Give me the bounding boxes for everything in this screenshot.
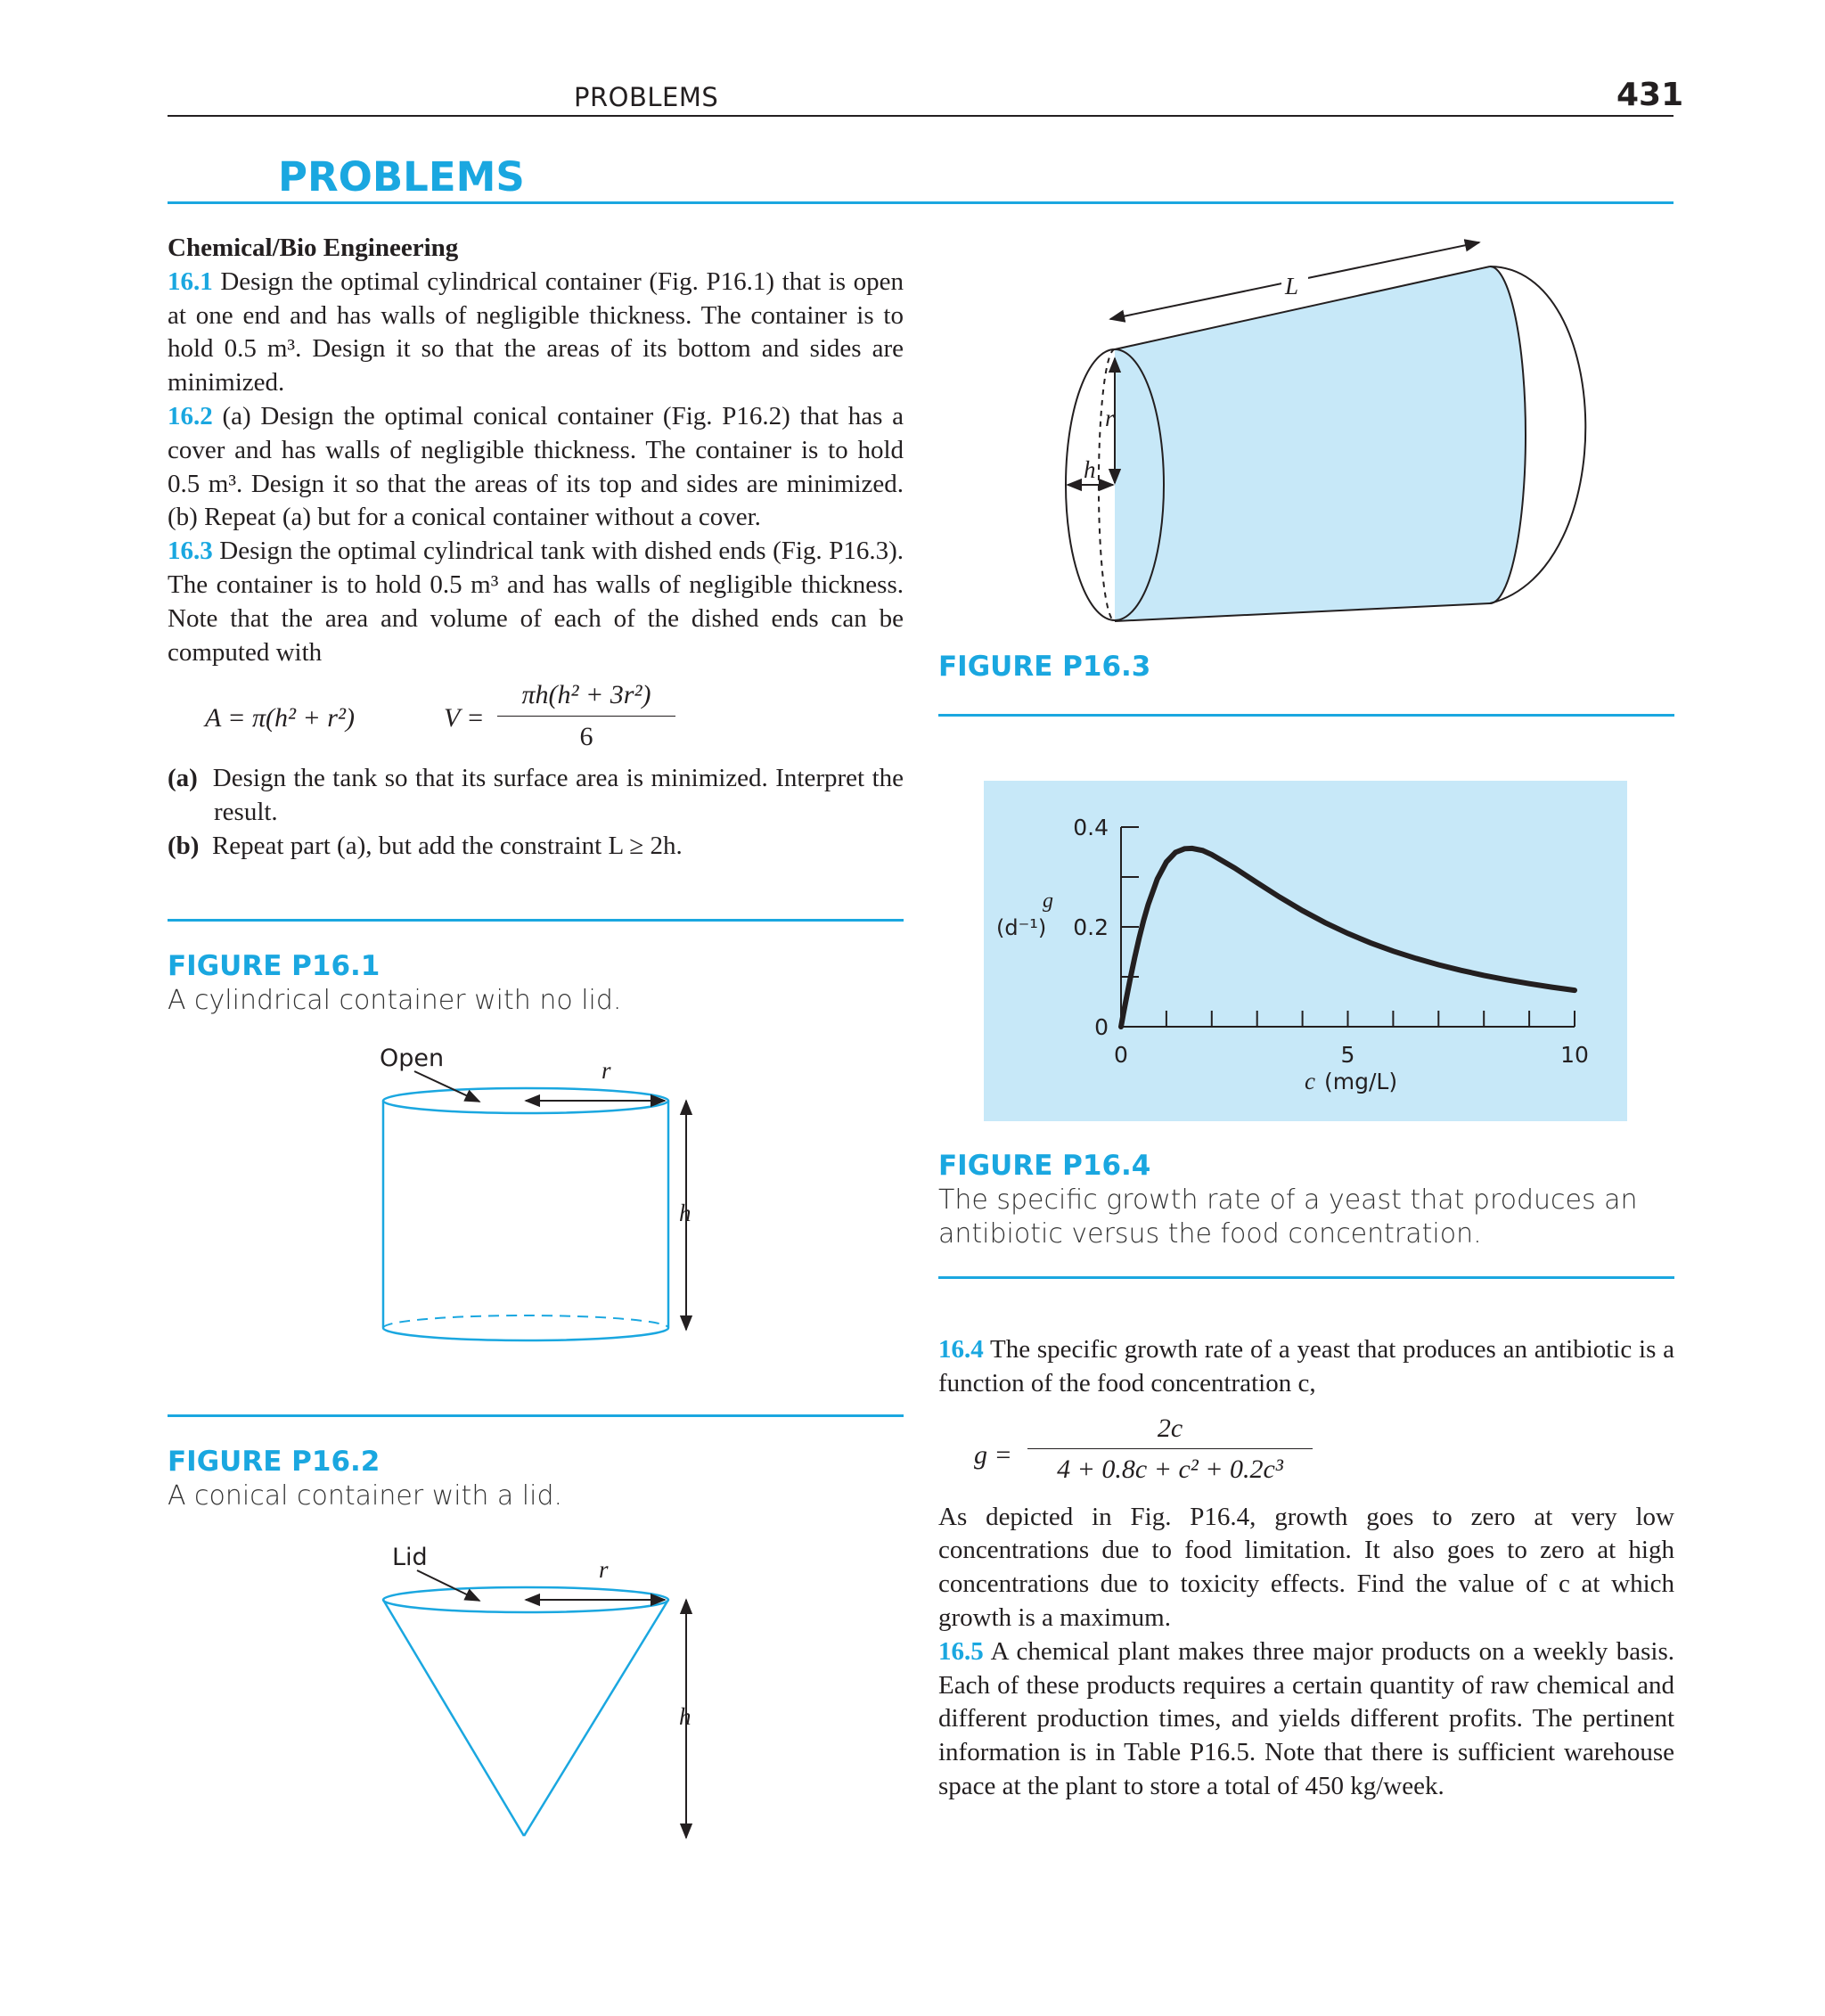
- lid-label: Lid: [392, 1544, 428, 1571]
- dished-end-equations: [168, 675, 904, 757]
- problem-text: Design the optimal cylindrical container (Fig. P16.1) that is open at one end and has walls of negligible thickness. The container is to hold 0.5 m³. Design it so that the areas of its bottom and sides are minimized.: [168, 266, 904, 397]
- open-label: Open: [380, 1045, 445, 1072]
- problem-text: Design the optimal cylindrical tank with dished ends (Fig. P16.3). The container is to hold 0.5 m³ and has walls of negligible thickness. Note that the area and volume of each of the dished ends can be computed with: [168, 537, 904, 667]
- problem-number: 16.5: [938, 1636, 984, 1666]
- problem-16-3: [168, 535, 904, 669]
- figure-caption: A conical container with a lid.: [168, 1480, 563, 1512]
- x-axis-unit: (mg/L): [1324, 1069, 1398, 1094]
- part-b: [168, 830, 904, 864]
- cylinder-bottom-back: [383, 1315, 668, 1328]
- x-axis-variable: c: [1305, 1068, 1315, 1094]
- figure-label: FIGURE P16.4: [938, 1150, 1151, 1182]
- problem-text: (a) Design the optimal conical container (Fig. P16.2) that has a cover and has walls of negligible thickness. The container is to hold 0.5 m³. Design it so that the areas of its top and sides are minimized. (b) Repeat (a) but for a conical container without a cover.: [168, 401, 904, 532]
- problem-number: 16.2: [168, 401, 213, 430]
- y-tick-label: 0.4: [1073, 815, 1109, 840]
- figure-caption: The specific growth rate of a yeast that produces an antibiotic versus the food concentration.: [938, 1184, 1638, 1250]
- problem-16-5: [938, 1635, 1674, 1804]
- problem-number: 16.3: [168, 537, 213, 566]
- volume-denominator: 6: [579, 722, 593, 752]
- header-rule: [168, 115, 1674, 117]
- growth-denominator: 4 + 0.8c + c² + 0.2c³: [1057, 1455, 1283, 1485]
- area-equation: A = π(h² + r²): [205, 703, 355, 733]
- open-pointer: [414, 1071, 479, 1102]
- radius-label: r: [1105, 405, 1115, 431]
- problem-16-2: [168, 400, 904, 535]
- cylinder-figure: [339, 1034, 731, 1364]
- problem-16-4: [938, 1333, 1674, 1401]
- problem-text: The specific growth rate of a yeast that produces an antibiotic is a function of the food concentration c,: [938, 1335, 1674, 1397]
- problem-16-1: [168, 266, 904, 400]
- growth-fraction: [1027, 1412, 1313, 1487]
- y-tick-label: 0: [1094, 1014, 1109, 1040]
- volume-equation-lhs: V =: [444, 703, 485, 733]
- figure-label: FIGURE P16.3: [938, 651, 1151, 683]
- figure-rule: [938, 1276, 1674, 1279]
- cylinder-bottom-front: [383, 1328, 668, 1340]
- cone-left-edge: [383, 1600, 524, 1836]
- section-title: PROBLEMS: [278, 153, 525, 201]
- part-label: (a): [168, 764, 198, 793]
- problem-number: 16.4: [938, 1335, 984, 1364]
- x-tick-label: 5: [1340, 1042, 1355, 1068]
- y-axis-unit: (d⁻¹): [996, 915, 1047, 940]
- figure-caption: A cylindrical container with no lid.: [168, 985, 622, 1016]
- growth-equation-lhs: g =: [974, 1439, 1012, 1470]
- figure-rule: [168, 919, 904, 922]
- dished-tank-figure: [998, 232, 1622, 642]
- right-column: [938, 1333, 1674, 1804]
- problem-16-4-continued: As depicted in Fig. P16.4, growth goes to zero at very low concentrations due to food limitation. It also goes to zero at high concentrations due to toxicity effects. Find the value of c at which growth is a maximum.: [938, 1502, 1674, 1632]
- right-end-rim: [1490, 266, 1526, 603]
- y-axis-variable: g: [1043, 889, 1053, 913]
- part-a: [168, 762, 904, 830]
- end-height-label: h: [1084, 456, 1096, 483]
- figure-label: FIGURE P16.1: [168, 950, 381, 982]
- problem-text: A chemical plant makes three major products on a weekly basis. Each of these products requires a certain quantity of raw chemical and different production times, and yields different profits. The pertinent information is in Table P16.5. Note that there is sufficient warehouse space at the plant to store a total of 450 kg/week.: [938, 1636, 1674, 1800]
- cone-figure: [339, 1533, 731, 1845]
- growth-numerator: 2c: [1027, 1412, 1313, 1450]
- height-label: h: [679, 1703, 692, 1730]
- lid-pointer: [417, 1570, 479, 1601]
- y-tick-label: 0.2: [1073, 914, 1109, 940]
- subsection-heading: Chemical/Bio Engineering: [168, 234, 459, 262]
- part-text: Repeat part (a), but add the constraint L ≥ 2h.: [211, 831, 683, 860]
- growth-rate-chart: [984, 781, 1627, 1121]
- growth-equation: [938, 1410, 1674, 1496]
- growth-curve: [1121, 848, 1575, 1027]
- length-label: L: [1285, 273, 1299, 299]
- figure-label: FIGURE P16.2: [168, 1446, 381, 1478]
- chart-axes: [1121, 827, 1575, 1027]
- chart-ticks: [1073, 815, 1589, 1068]
- running-head: PROBLEMS: [574, 82, 719, 112]
- page-number: 431: [1616, 77, 1684, 113]
- x-tick-label: 0: [1114, 1042, 1128, 1068]
- volume-numerator: πh(h² + 3r²): [497, 678, 675, 717]
- radius-label: r: [602, 1057, 611, 1084]
- tank-body-fill: [1115, 266, 1490, 621]
- part-label: (b): [168, 831, 200, 860]
- part-text: Design the tank so that its surface area is minimized. Interpret the result.: [212, 764, 904, 827]
- figure-rule: [168, 1414, 904, 1417]
- radius-label: r: [599, 1556, 609, 1583]
- left-column: [168, 232, 904, 864]
- figure-rule: [938, 714, 1674, 717]
- height-label: h: [679, 1200, 692, 1226]
- volume-fraction: [497, 678, 675, 754]
- section-rule: [168, 201, 1674, 204]
- problem-number: 16.1: [168, 266, 213, 296]
- cone-right-edge: [524, 1600, 668, 1836]
- x-tick-label: 10: [1560, 1042, 1589, 1068]
